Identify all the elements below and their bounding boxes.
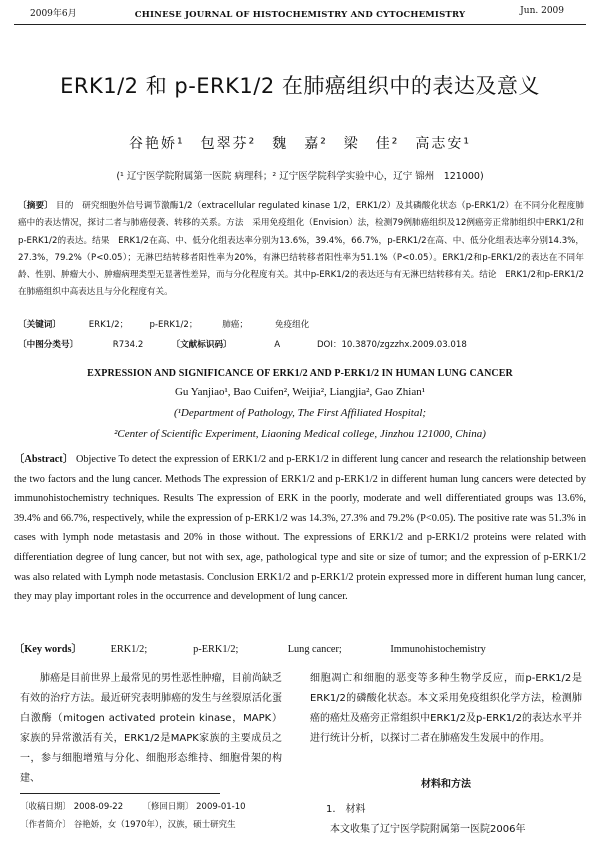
english-keyword-item: Lung cancer; [287, 644, 342, 655]
affiliation: (¹ 辽宁医学院附属第一医院 病理科；² 辽宁医学院科学实验中心，辽宁 锦州 121000) [116, 171, 484, 182]
footnote-dates [20, 800, 290, 812]
doi: DOI：10.3870/zgzzhx.2009.03.018 [316, 340, 467, 350]
body-right-continued: 本文收集了辽宁医学院附属第一医院2006年 [330, 824, 526, 835]
received-label: 〔收稿日期〕 [20, 802, 72, 812]
doc-code-label: 〔文献标识码〕 [171, 340, 232, 350]
english-keyword-item: ERK1/2; [110, 644, 148, 655]
header-divider [14, 24, 586, 25]
subsection-heading: 1. 材料 [326, 804, 366, 815]
author-intro: 谷艳娇，女（1970年），汉族，硕士研究生 [73, 820, 236, 830]
classification-row [18, 338, 584, 350]
section-heading: 材料和方法 [421, 779, 471, 790]
clc-value: R734.2 [112, 340, 144, 350]
keyword-item: ERK1/2； [88, 320, 129, 330]
body-column-right: 细胞凋亡和细胞的恶变等多种生物学反应，而p-ERK1/2是ERK1/2的磷酸化状态。本文采用免疫组织化学方法，检测肺癌的癌灶及癌旁正常组织中ERK1/2及p-ERK1/2的表达水平并进行统计分析，以探讨二者在肺癌发生发展中的作用。 [310, 673, 582, 745]
keywords-label: 〔关键词〕 [18, 320, 61, 330]
english-abstract-text: Objective To detect the expression of ERK1/2 and p-ERK1/2 in different lung cancer and research the relationship between the two factors and the lung cancer. Methods The expression of ERK1/2 and p-ERK1/2 in different human lung cancers were detected by immunohistochemistry techniques. Results The expression of ERK in the poorly, moderate and well differentiated groups was 13.6%, 39.4% and 66.7%, respectively, while the expression of p-ERK1/2 was 14.3%, 27.3% and 79.2% (P<0.05). The positive rate was 51.3% in cases with lymph node metastasis and 20% in those without. The expressions of ERK1/2 and p-ERK1/2 proteins were related with differentiation degree of lung cancer, but not with sex, age, pathological type and site or size of tumor; and the expression of p-ERK1/2 was also related with Lymph node metastasis. Conclusion ERK1/2 and p-ERK1/2 protein expressed more in different human lung cancer, they may play important roles in the occurrence and development of lung cancer. [14, 454, 586, 603]
abstract-chinese [18, 198, 584, 302]
revised-date: 2009-01-10 [196, 802, 246, 812]
keyword-item: 免疫组化 [274, 320, 310, 330]
keyword-item: 肺癌； [222, 320, 248, 330]
footnote-divider [20, 793, 220, 794]
english-abstract-label: 〔Abstract〕 [14, 454, 74, 465]
abstract-english [14, 450, 586, 607]
english-keyword-item: Immunohistochemistry [390, 644, 486, 655]
doc-code-value: A [274, 340, 281, 350]
english-title: EXPRESSION AND SIGNIFICANCE OF ERK1/2 AND P-ERK1/2 IN HUMAN LUNG CANCER [87, 368, 513, 379]
english-affiliation-2: ²Center of Scientific Experiment, Liaoning Medical college, Jinzhou 121000, China) [114, 428, 486, 440]
english-authors: Gu Yanjiao¹, Bao Cuifen², Weijia², Liangjia², Gao Zhian¹ [174, 386, 426, 398]
header-journal-name: CHINESE JOURNAL OF HISTOCHEMISTRY AND CYTOCHEMISTRY [134, 10, 466, 20]
page-header [0, 0, 600, 22]
body-column-left: 肺癌是目前世界上最常见的男性恶性肿瘤，目前尚缺乏有效的治疗方法。最近研究表明肺癌的发生与丝裂原活化蛋白激酶（mitogen activated protein kinase，MAPK）家族的异常激活有关，ERK1/2是MAPK家族的主要成员之一，参与细胞增殖与分化、细胞形态维持、细胞骨架的构建、 [20, 673, 282, 785]
english-keywords-label: 〔Key words〕 [14, 644, 82, 655]
revised-label: 〔修回日期〕 [142, 802, 194, 812]
paper-title: ERK1/2 和 p-ERK1/2 在肺癌组织中的表达及意义 [60, 74, 540, 98]
header-date: 2009年6月 [30, 9, 77, 19]
author-intro-label: 〔作者简介〕 [20, 820, 72, 830]
received-date: 2008-09-22 [73, 802, 124, 812]
header-date-en: Jun. 2009 [520, 6, 564, 16]
keywords-chinese [18, 318, 584, 330]
footnote-author [20, 818, 290, 830]
abstract-label: 〔摘要〕 [18, 201, 54, 211]
author-list: 谷艳娇¹ 包翠芬² 魏 嘉² 梁 佳² 高志安¹ [128, 136, 472, 152]
english-keyword-item: p-ERK1/2; [193, 644, 239, 655]
abstract-text: 目的 研究细胞外信号调节激酶1/2（extracellular regulated kinase 1/2，ERK1/2）及其磷酸化状态（p-ERK1/2）在不同分化程度肺癌中的表达情况，探讨二者与肺癌侵袭、转移的关系。方法 采用免疫组化（Envision）法，检测79例肺癌组织及12例癌旁正常肺组织中ERK1/2和p-ERK1/2的表达。结果 ERK1/2在高、中、低分化组表达率分别为13.6%，39.4%，66.7%，p-ERK1/2在高、中、低分化组表达率分别14.3%，27.3%，79.2%（P<0.05）；无淋巴结转移者阳性率为20%，有淋巴结转移者阳性率为51.1%（P<0.05）。ERK1/2和p-ERK1/2的表达在不同年龄、性别、肿瘤大小、肿瘤病理类型无显著性差异，而与分化程度有关。其中p-ERK1/2的表达还与有无淋巴结转移有关。结论 ERK1/2和p-ERK1/2在肺癌组织中高表达且与分化程度有关。 [18, 201, 584, 298]
keyword-item: p-ERK1/2； [149, 320, 198, 330]
english-affiliation-1: (¹Department of Pathology, The First Affiliated Hospital; [173, 407, 427, 419]
clc-label: 〔中图分类号〕 [18, 340, 79, 350]
keywords-english [14, 640, 586, 655]
